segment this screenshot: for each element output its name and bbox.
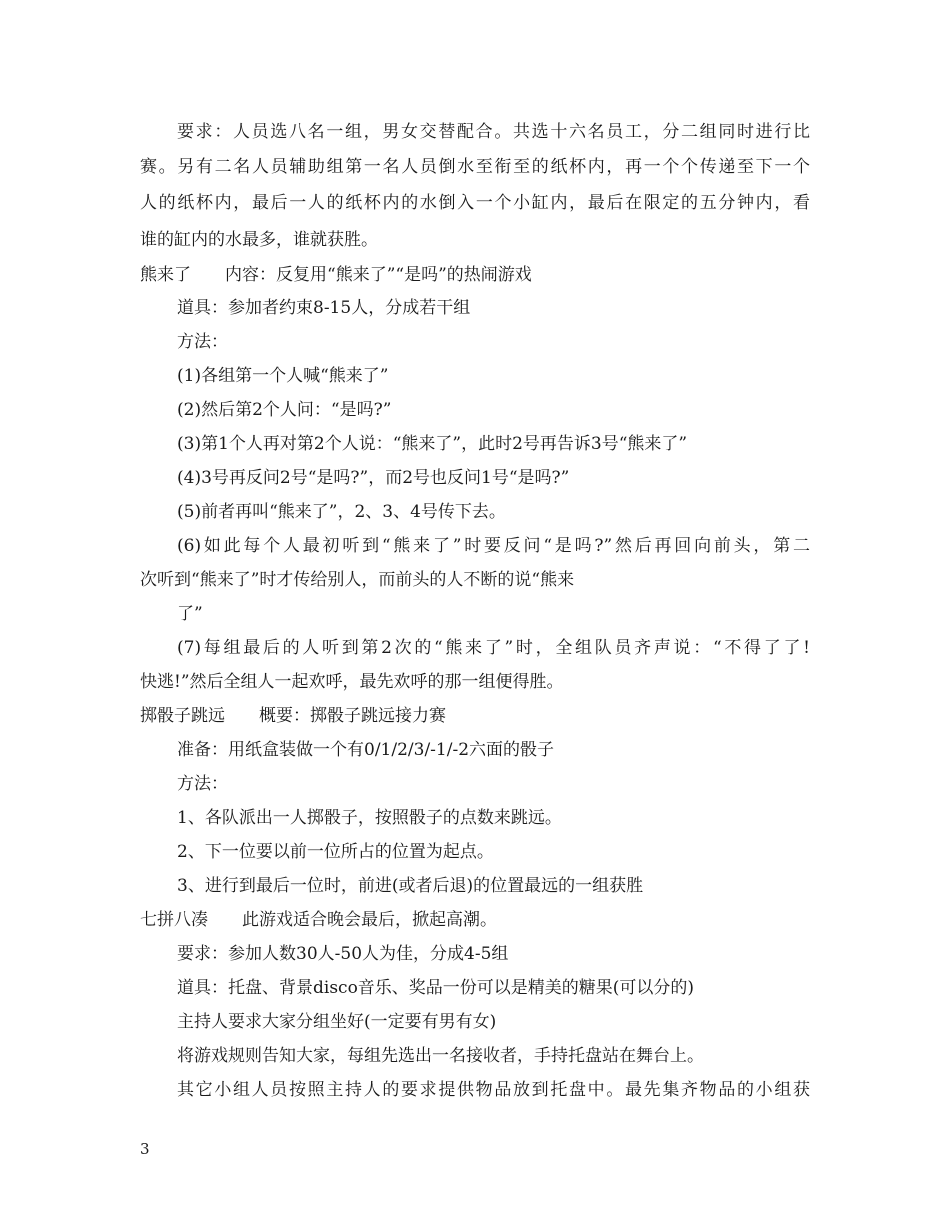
list-item: 3、进行到最后一位时，前进(或者后退)的位置最远的一组获胜: [177, 876, 644, 896]
paragraph-line: 要求：参加人数30人-50人为佳，分成4-5组: [177, 944, 509, 964]
list-item: 了”: [177, 604, 203, 624]
paragraph-line: 方法：: [177, 332, 228, 352]
paragraph-line: 道具：托盘、背景disco音乐、奖品一份可以是精美的糖果(可以分的): [177, 978, 695, 998]
paragraph-line: 人的纸杯内，最后一人的纸杯内的水倒入一个小缸内，最后在限定的五分钟内，看: [140, 193, 810, 213]
paragraph-line: 准备：用纸盒装做一个有0/1/2/3/-1/-2六面的骰子: [177, 740, 555, 760]
paragraph-line: 要求：人员选八名一组，男女交替配合。共选十六名员工，分二组同时进行比: [177, 122, 810, 142]
game-heading: 掷骰子跳远 概要：掷骰子跳远接力赛: [140, 706, 446, 726]
paragraph-line: 主持人要求大家分组坐好(一定要有男有女): [177, 1012, 497, 1032]
list-item: 2、下一位要以前一位所占的位置为起点。: [177, 842, 494, 862]
page-number: 3: [140, 1140, 150, 1158]
list-item: (2)然后第2个人问：“是吗?”: [177, 400, 392, 420]
list-item: 次听到“熊来了”时才传给别人，而前头的人不断的说“熊来: [140, 570, 575, 590]
paragraph-line: 其它小组人员按照主持人的要求提供物品放到托盘中。最先集齐物品的小组获: [177, 1080, 810, 1100]
paragraph-line: 将游戏规则告知大家，每组先选出一名接收者，手持托盘站在舞台上。: [177, 1046, 704, 1066]
paragraph-line: 方法：: [177, 774, 228, 794]
list-item: 快逃!”然后全组人一起欢呼，最先欢呼的那一组便得胜。: [140, 672, 564, 692]
list-item: (1)各组第一个人喊“熊来了”: [177, 366, 389, 386]
list-item: (5)前者再叫“熊来了”，2、3、4号传下去。: [177, 502, 506, 522]
list-item: (6)如此每个人最初听到“熊来了”时要反问“是吗?”然后再回向前头，第二: [177, 536, 810, 556]
list-item: (3)第1个人再对第2个人说：“熊来了”，此时2号再告诉3号“熊来了”: [177, 434, 688, 454]
paragraph-line: 赛。另有二名人员辅助组第一名人员倒水至衔至的纸杯内，再一个个传递至下一个: [140, 157, 810, 177]
game-heading: 熊来了 内容：反复用“熊来了”“是吗”的热闹游戏: [140, 265, 532, 285]
list-item: (4)3号再反问2号“是吗?”，而2号也反问1号“是吗?”: [177, 468, 570, 488]
paragraph-line: 道具：参加者约束8-15人，分成若干组: [177, 298, 471, 318]
paragraph-line: 谁的缸内的水最多，谁就获胜。: [140, 230, 378, 250]
game-heading: 七拼八凑 此游戏适合晚会最后，掀起高潮。: [140, 910, 497, 930]
list-item: (7)每组最后的人听到第2次的“熊来了”时，全组队员齐声说：“不得了了!: [177, 638, 810, 658]
list-item: 1、各队派出一人掷骰子，按照骰子的点数来跳远。: [177, 808, 562, 828]
